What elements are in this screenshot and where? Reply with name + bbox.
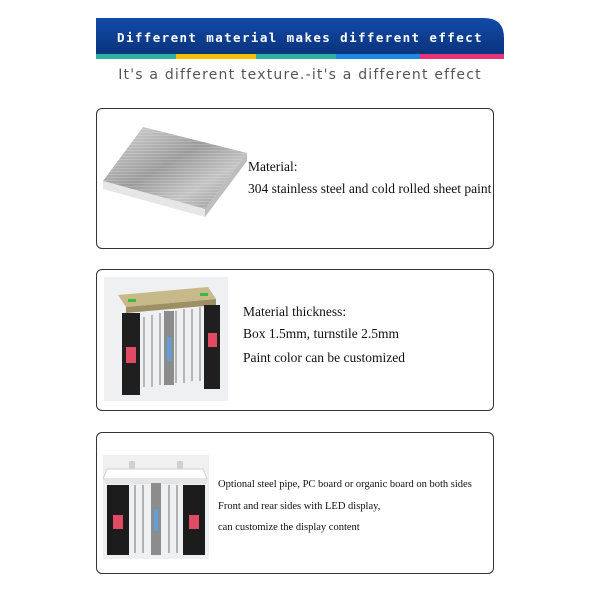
turnstile-double-door-image [104,277,228,401]
led-display-note: Front and rear sides with LED display, [218,501,381,512]
thickness-card [96,269,494,411]
display-content-note: can customize the display content [218,522,360,533]
turnstile-with-led-display-image [103,455,209,559]
thickness-value: Box 1.5mm, turnstile 2.5mm [243,326,400,341]
banner-title: Different material makes different effect [117,30,483,45]
material-value: 304 stainless steel and cold rolled sheet paint [248,181,492,196]
paint-color-note: Paint color can be customized [243,350,405,365]
optional-board-note: Optional steel pipe, PC board or organic board on both sides [218,479,472,490]
stainless-steel-plate-image [101,123,251,223]
page-subtitle: It's a different texture.-it's a different effect [118,67,482,83]
header-banner [96,18,504,58]
thickness-label: Material thickness: [243,304,347,319]
material-label: Material: [248,159,298,174]
material-card [96,108,494,249]
options-card [96,432,494,574]
